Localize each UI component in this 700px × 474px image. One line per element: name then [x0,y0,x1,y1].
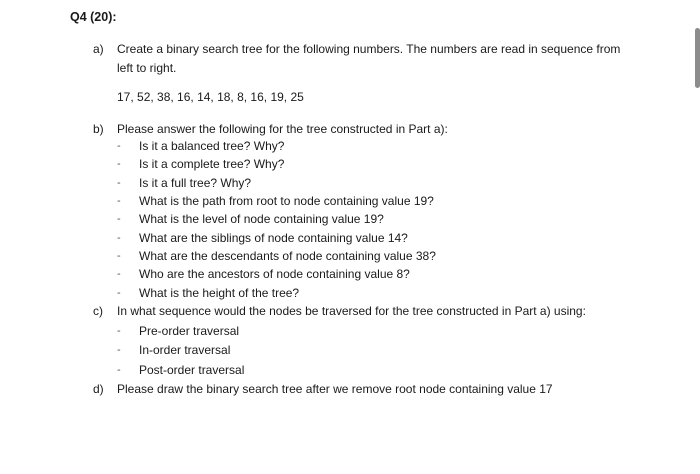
part-a-text-line1: Create a binary search tree for the following numbers. The numbers are read in sequence from [117,42,621,56]
bullet-dash: - [117,177,121,189]
part-b-item: What are the siblings of node containing value 14? [139,231,408,245]
bullet-dash: - [117,325,121,337]
part-b-intro: Please answer the following for the tree constructed in Part a): [117,122,448,136]
part-b-item: Is it a balanced tree? Why? [139,139,285,153]
number-sequence: 17, 52, 38, 16, 14, 18, 8, 16, 19, 25 [117,90,304,104]
part-c-label: c) [93,304,103,318]
part-b-item: Is it a complete tree? Why? [139,157,285,171]
part-c-item: Post-order traversal [139,363,245,377]
bullet-dash: - [117,140,121,152]
bullet-dash: - [117,158,121,170]
part-a-label: a) [93,42,104,56]
bullet-dash: - [117,287,121,299]
part-b-item: What are the descendants of node containing value 38? [139,249,436,263]
part-b-item: Who are the ancestors of node containing value 8? [139,267,410,281]
bullet-dash: - [117,268,121,280]
bullet-dash: - [117,195,121,207]
bullet-dash: - [117,232,121,244]
part-c-intro: In what sequence would the nodes be traversed for the tree constructed in Part a) using: [117,304,586,318]
vertical-scrollbar[interactable] [695,28,700,88]
part-d-label: d) [93,382,104,396]
bullet-dash: - [117,364,121,376]
part-b-item: Is it a full tree? Why? [139,176,252,190]
part-b-item: What is the level of node containing value 19? [139,212,384,226]
part-b-item: What is the path from root to node containing value 19? [139,194,434,208]
part-d-text: Please draw the binary search tree after we remove root node containing value 17 [117,382,553,396]
part-a-text-line2: left to right. [117,61,177,75]
part-c-item: In-order traversal [139,343,231,357]
bullet-dash: - [117,213,121,225]
part-c-item: Pre-order traversal [139,324,240,338]
bullet-dash: - [117,250,121,262]
part-b-label: b) [93,122,104,136]
bullet-dash: - [117,344,121,356]
question-title: Q4 (20): [70,10,117,24]
part-b-item: What is the height of the tree? [139,286,300,300]
